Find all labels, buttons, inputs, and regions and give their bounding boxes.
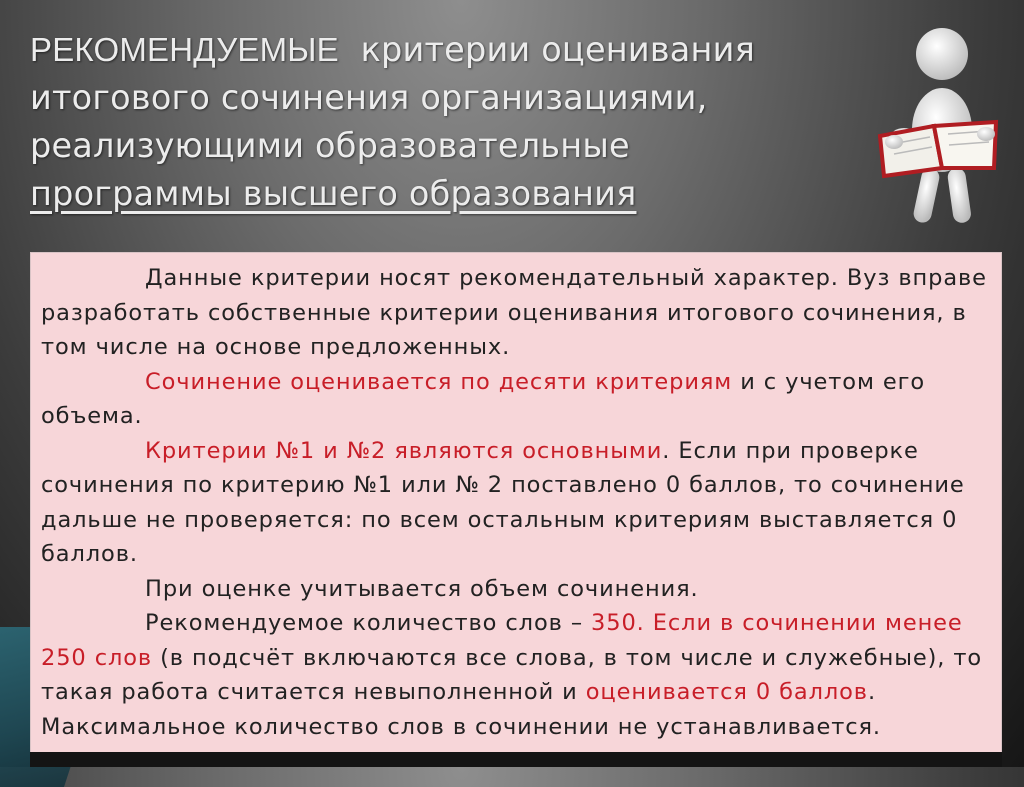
- paragraph-2: [41, 365, 991, 434]
- highlight-ten-criteria: Сочинение оценивается по десяти критериям: [145, 368, 733, 395]
- paragraph-3-text: . Если при проверке сочинения по критерию №1 или № 2 поставлено 0 баллов, то сочинение дальше не проверяется: по всем остальным критериям выставляется 0 баллов.: [41, 437, 965, 567]
- title-line-4: программы высшего образования: [30, 174, 637, 213]
- highlight-main-criteria: Критерии №1 и №2 являются основными: [145, 437, 663, 464]
- paragraph-5-end: . Максимальное количество слов в сочинении не устанавливается.: [41, 679, 881, 740]
- title-caps: РЕКОМЕНДУЕМЫЕ: [30, 31, 339, 68]
- paragraph-5: [41, 606, 991, 744]
- highlight-word-count: 350. Если в сочинении менее 250 слов: [41, 610, 963, 671]
- paragraph-2-text: и с учетом его объема.: [41, 368, 926, 429]
- bottom-edge: [30, 752, 1002, 767]
- title-rest: критерии оценивания: [338, 30, 755, 69]
- reading-figure-icon: [870, 18, 1000, 233]
- title-line-2: итогового сочинения организациями,: [30, 78, 708, 117]
- paragraph-5-middle: (в подсчёт включаются все слова, в том числе и служебные), то такая работа считается невыполненной и: [41, 644, 983, 705]
- paragraph-5-start: Рекомендуемое количество слов –: [145, 610, 592, 636]
- title-line-3: реализующими образовательные: [30, 126, 630, 165]
- highlight-zero-points: оценивается 0 баллов: [585, 679, 868, 705]
- paragraph-4: При оценке учитывается объем сочинения.: [145, 575, 699, 602]
- paragraph-1: Данные критерии носят рекомендательный характер. Вуз вправе разработать собственные критерии оценивания итогового сочинения, в том числе на основе предложенных.: [41, 265, 987, 360]
- paragraph-3: [41, 434, 991, 572]
- criteria-card: [30, 252, 1002, 756]
- slide-title: [30, 26, 900, 218]
